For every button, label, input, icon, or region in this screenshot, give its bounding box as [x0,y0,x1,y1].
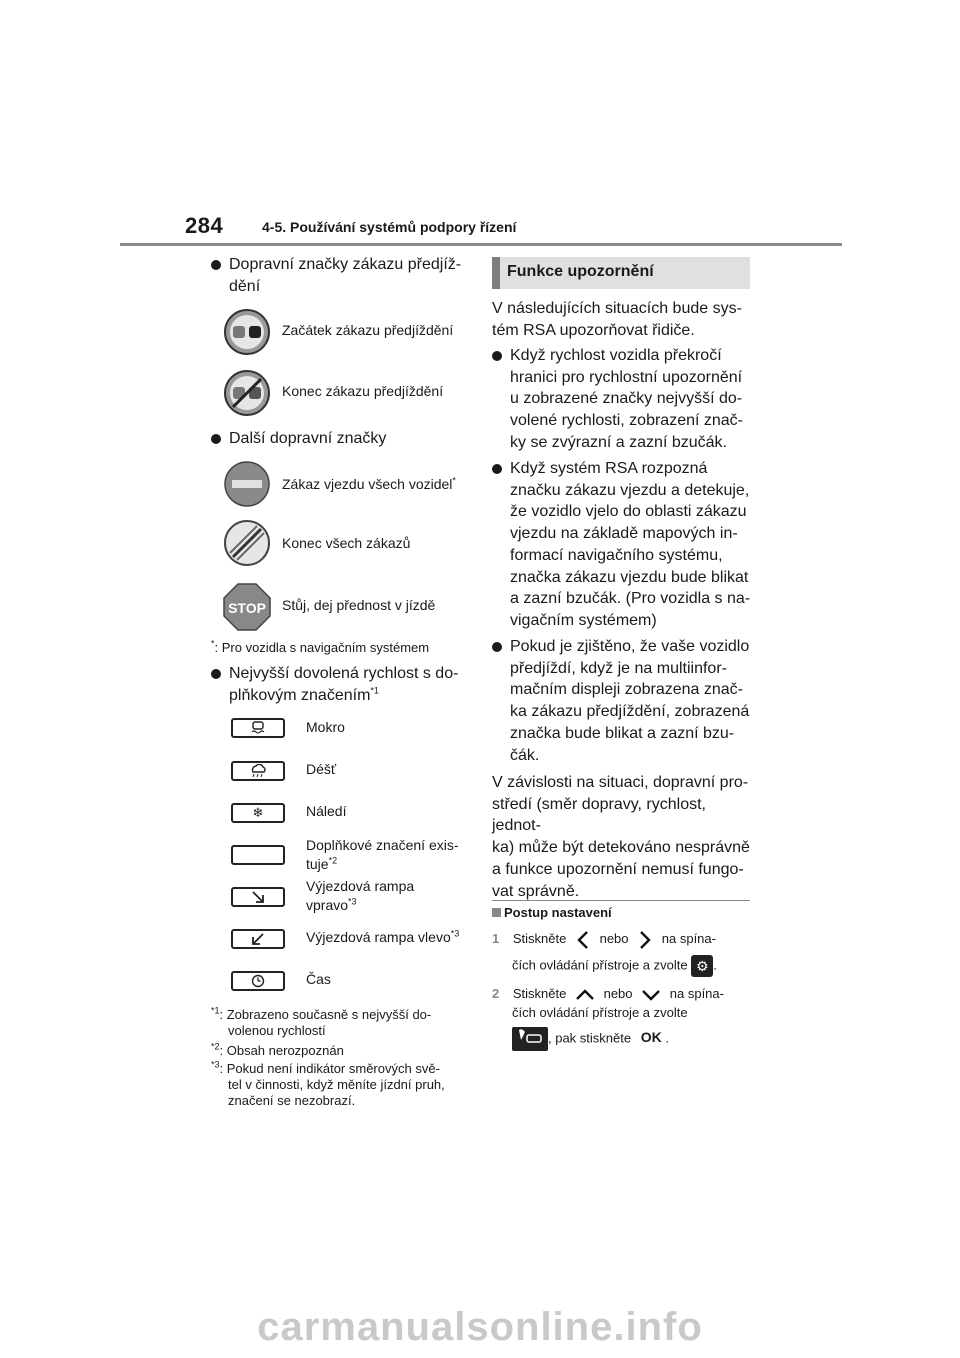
sign-label-end-all: Konec všech zákazů [282,535,411,551]
chevron-right-icon [638,930,652,950]
supp-label-ramp-right: Výjezdová rampa vpravo$^{*3}$ [306,878,415,913]
supp-label-other: Doplňkové značení exis- tuje$^{*2}$ [306,837,459,872]
driving-assist-icon [512,1027,548,1051]
snowflake-icon: ❄ [231,803,285,823]
stop-sign-text: STOP [228,600,266,616]
sign-label-no-entry: Zákaz vjezdu všech vozidel* [282,475,456,492]
bullet-overtaking-warning [492,636,754,766]
supp-label-rain: Déšť [306,761,337,777]
chapter-title: 4-5. Používání systémů podpory řízení [262,219,517,235]
header-rule [120,243,842,246]
supp-label-ramp-left: Výjezdová rampa vlevo$^{*3}$ [306,928,460,945]
bullet-lines: Když rychlost vozidla překročí hranici pro rychlostní upozornění u zobrazené značky nejvyšší do- volené rychlosti, zobrazení znač- ky se zvýrazní a zazní bzučák. [510,347,743,451]
subsection-rule [492,900,750,901]
subsection-heading: Postup nastavení [492,905,612,920]
chevron-left-icon [576,930,590,950]
step-2: 2 Stiskněte nebo na spína- [492,986,724,1001]
wet-road-icon [231,718,285,738]
intro-paragraph: V následujících situacích bude sys- tém RSA upozorňovat řidiče. [492,300,742,339]
bullet-dot [211,260,221,270]
bullet-no-entry-warning [492,458,754,632]
bullet-dot [492,642,502,652]
footnote-3: $^{*3}$: Pokud není indikátor směrových svě- tel v činnosti, když měníte jízdní pruh, značení se nezobrazí. [211,1059,445,1108]
bullet-lines: Pokud je zjištěno, že vaše vozidlo předjíždí, když je na multiinfor- mačním displeji zobrazena znač- ka zákazu předjíždění, zobrazená značka bude blikat a zazní bzu- čák. [510,638,750,764]
step-2-cont2: , pak stiskněte OK . [512,1027,774,1051]
detection-paragraph: V závislosti na situaci, dopravní pro- středí (směr dopravy, rychlost, jednot- ka) může být detekováno nesprávně a funkce upozornění nemusí fungo- vat správně. [492,774,750,900]
footnote-2: $^{*2}$: Obsah nerozpoznán [211,1041,344,1058]
bullet-overtaking: Dopravní značky zákazu předjíž- dění [211,254,471,298]
step-1: 1 Stiskněte nebo na spína- [492,929,754,950]
step-2-cont: čích ovládání přístroje a zvolte [512,1005,688,1020]
chevron-up-icon [575,988,595,1002]
sign-label-end-no-overtaking: Konec zákazu předjíždění [282,383,444,399]
bullet-speed-warning [492,345,754,454]
gear-icon: ⚙ [691,955,713,977]
step-1-cont: čích ovládání přístroje a zvolte ⚙ . [512,955,774,977]
chevron-down-icon [641,988,661,1002]
footnote-1: $^{*1}$: Zobrazeno současně s nejvyšší do- volenou rychlostí [211,1005,432,1038]
ok-button-icon: OK [640,1029,662,1046]
sign-label-stop: Stůj, dej přednost v jízdě [282,597,436,613]
bullet-dot [492,351,502,361]
bullet-other-signs: Další dopravní značky [211,428,471,450]
clock-icon [231,971,285,991]
no-overtaking-sign-icon [223,308,271,356]
page-number: 284 [185,213,224,238]
watermark: carmanualsonline.info [257,1305,703,1349]
end-no-overtaking-sign-icon [223,369,271,417]
rain-icon [231,761,285,781]
sign-label-start-no-overtaking: Začátek zákazu předjíždění [282,322,454,338]
bullet-lines: Když systém RSA rozpozná značku zákazu vjezdu a detekuje, že vozidlo vjelo do oblasti zákazu vjezdu na základě mapových in- formací navigačního systému, značka zákazu vjezdu bude blikat a zazní bzučák. (Pro vozidla s na- vigačním systémem) [510,460,751,629]
bullet-speed-limit: Nejvyšší dovolená rychlost s do- plňkovým značením$^{*1}$ [211,663,471,707]
no-entry-sign-icon [223,460,271,508]
bullet-dot [492,464,502,474]
blank-icon [231,845,285,865]
supp-label-ice: Náledí [306,803,347,819]
supp-label-time: Čas [306,971,331,987]
section-heading: Funkce upozornění [492,257,750,289]
square-bullet-icon [492,908,501,917]
bullet-dot [211,434,221,444]
supp-label-wet: Mokro [306,719,345,735]
footnote-navigation: *: Pro vozidla s navigačním systémem [211,638,430,655]
arrow-down-right-icon [231,887,285,907]
end-all-restrictions-sign-icon [223,519,271,567]
stop-sign-icon [223,583,271,631]
arrow-down-left-icon [231,929,285,949]
bullet-dot [211,669,221,679]
